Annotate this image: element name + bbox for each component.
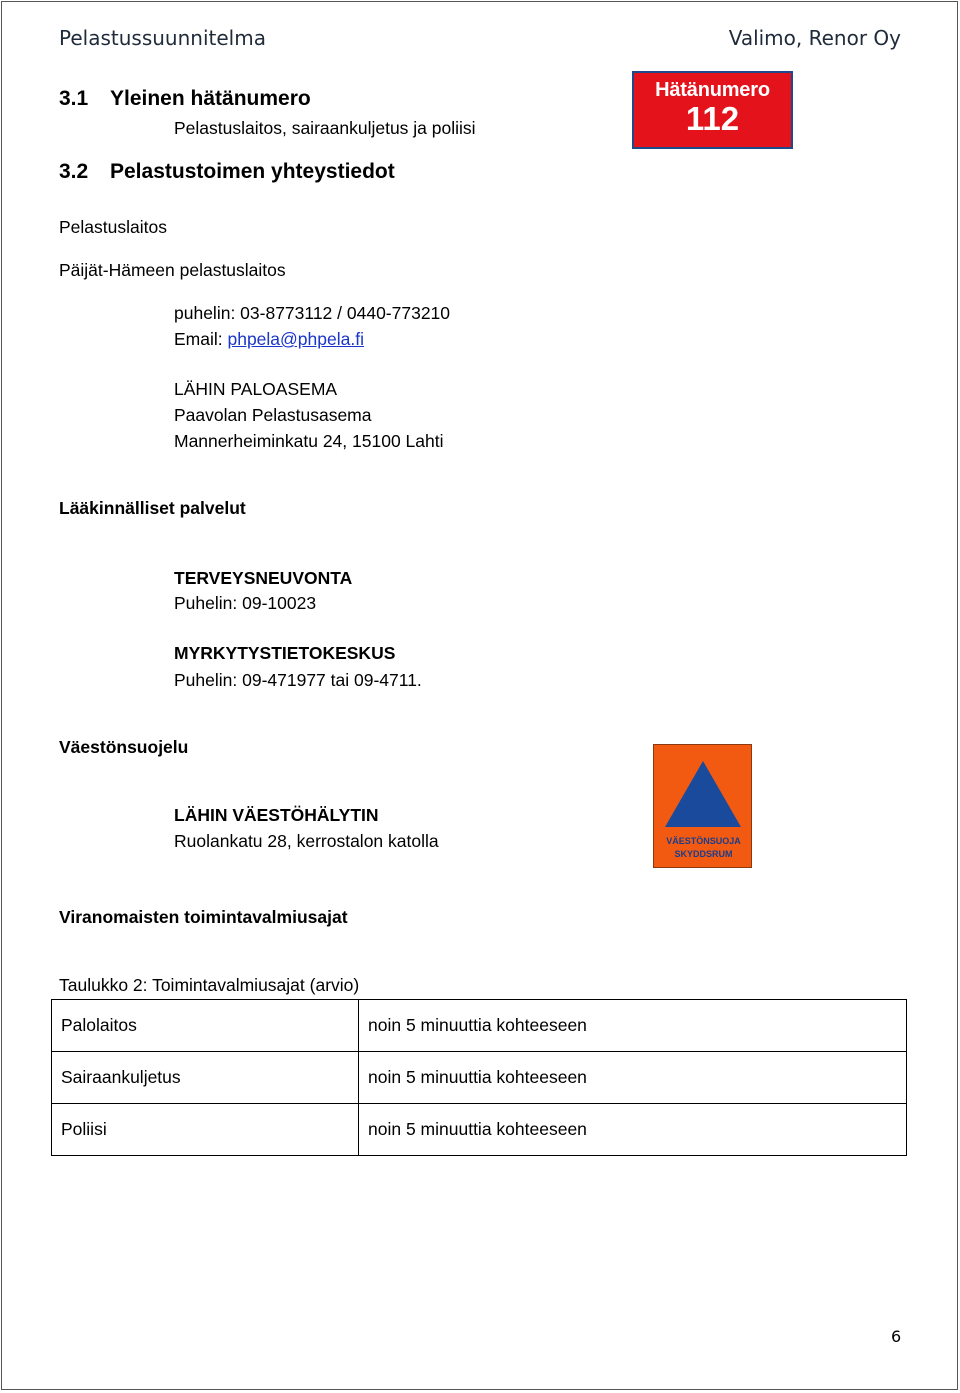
- header-title: Pelastussuunnitelma: [59, 26, 266, 50]
- civil-defence-heading: Väestönsuojelu: [59, 737, 189, 757]
- section-3-1-subtitle: Pelastuslaitos, sairaankuljetus ja poliisi: [174, 118, 476, 138]
- rescue-phone: puhelin: 03-8773112 / 0440-773210: [174, 303, 451, 323]
- shelter-sign-line2: SKYDDSRUM: [674, 849, 733, 859]
- siren-heading: LÄHIN VÄESTÖHÄLYTIN: [174, 805, 379, 825]
- rescue-name: Päijät-Hämeen pelastuslaitos: [59, 260, 286, 280]
- time-cell: noin 5 minuuttia kohteeseen: [359, 1052, 907, 1104]
- authority-cell: Sairaankuljetus: [52, 1052, 359, 1104]
- poison-center-phone: Puhelin: 09-471977 tai 09-4711.: [174, 670, 422, 690]
- rescue-heading: Pelastuslaitos: [59, 217, 167, 237]
- siren-address: Ruolankatu 28, kerrostalon katolla: [174, 831, 439, 851]
- email-label: Email:: [174, 329, 228, 349]
- table-row: [52, 1000, 907, 1052]
- civil-shelter-sign: [653, 744, 752, 868]
- emergency-number-sign: [632, 71, 793, 149]
- email-link[interactable]: phpela@phpela.fi: [227, 329, 364, 349]
- section-3-2-title: Pelastustoimen yhteystiedot: [110, 160, 395, 183]
- section-3-1-title: Yleinen hätänumero: [110, 87, 311, 110]
- medical-heading: Lääkinnälliset palvelut: [59, 498, 246, 518]
- response-times-table: [51, 999, 907, 1156]
- authority-cell: Palolaitos: [52, 1000, 359, 1052]
- authority-cell: Poliisi: [52, 1104, 359, 1156]
- civil-defence-triangle-icon: [664, 759, 742, 829]
- station-heading: LÄHIN PALOASEMA: [174, 379, 338, 399]
- table-row: [52, 1104, 907, 1156]
- time-cell: noin 5 minuuttia kohteeseen: [359, 1000, 907, 1052]
- station-name: Paavolan Pelastusasema: [174, 405, 372, 425]
- document-page: [1, 1, 958, 1390]
- section-3-2-number: 3.2: [59, 160, 89, 183]
- rescue-email-row: [174, 329, 364, 350]
- response-heading: Viranomaisten toimintavalmiusajat: [59, 907, 348, 927]
- emergency-sign-number: 112: [685, 100, 740, 137]
- poison-center-heading: MYRKYTYSTIETOKESKUS: [174, 643, 396, 663]
- health-advice-heading: TERVEYSNEUVONTA: [174, 568, 353, 588]
- station-address: Mannerheiminkatu 24, 15100 Lahti: [174, 431, 444, 451]
- emergency-sign-label: Hätänumero: [655, 79, 770, 101]
- health-advice-phone: Puhelin: 09-10023: [174, 593, 317, 613]
- page-number: 6: [891, 1327, 902, 1346]
- time-cell: noin 5 minuuttia kohteeseen: [359, 1104, 907, 1156]
- shelter-sign-line1: VÄESTÖNSUOJA: [666, 836, 741, 846]
- table-caption: Taulukko 2: Toimintavalmiusajat (arvio): [59, 975, 360, 995]
- section-3-1-number: 3.1: [59, 87, 89, 110]
- table-row: [52, 1052, 907, 1104]
- header-company: Valimo, Renor Oy: [728, 26, 901, 50]
